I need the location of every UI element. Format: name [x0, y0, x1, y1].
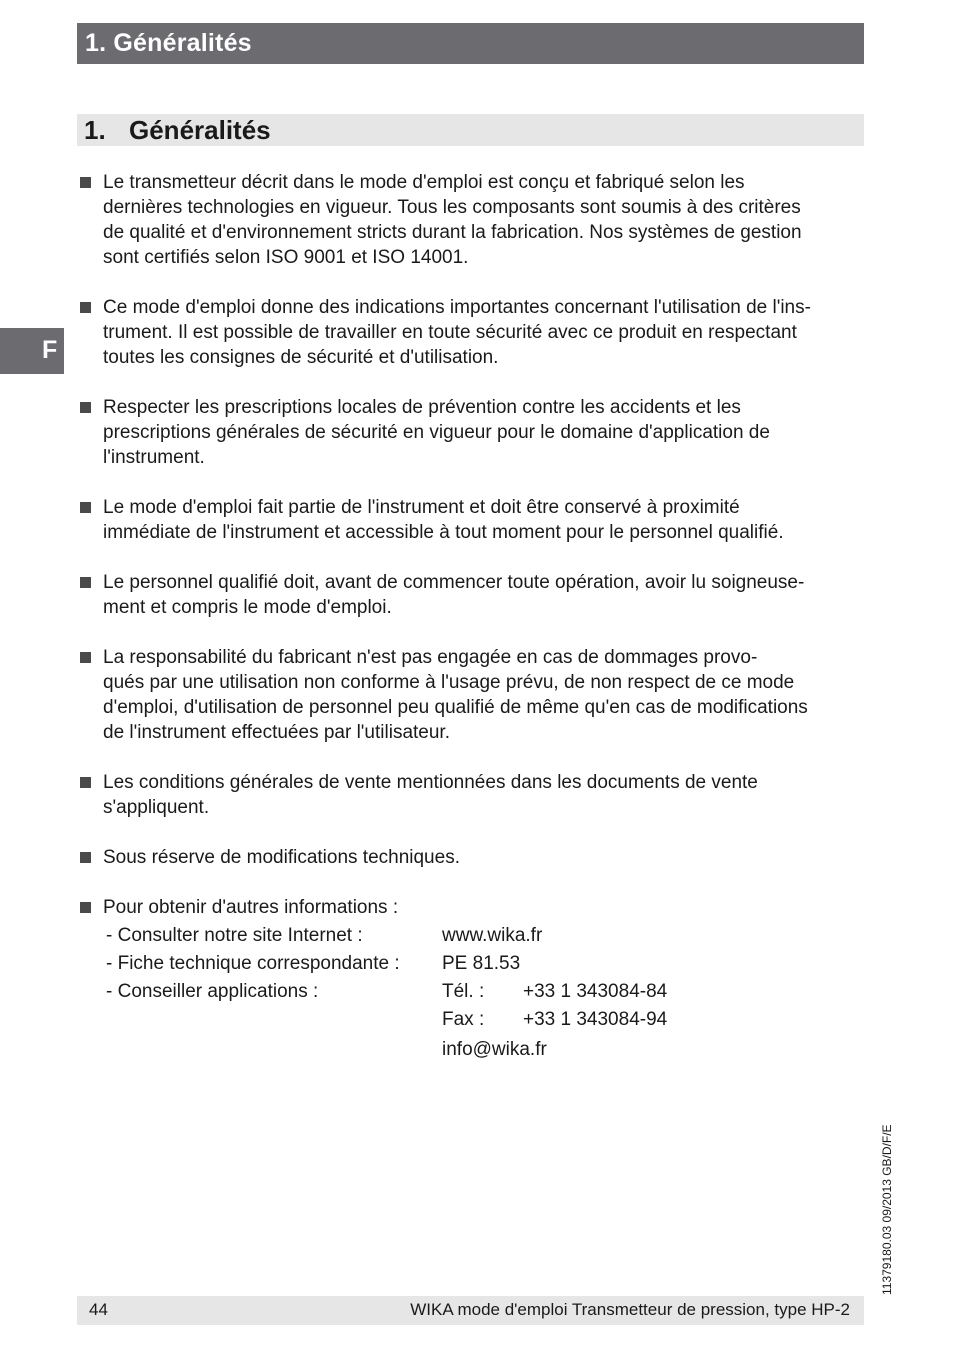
list-item — [77, 295, 864, 370]
document-code: 11379180.03 09/2013 GB/D/F/E — [880, 1124, 894, 1295]
language-tab — [0, 328, 64, 374]
list-item-text: Le mode d'emploi fait partie de l'instrument et doit être conservé à proximité immédiate de l'instrument et accessible à tout moment pour le personnel qualifié. — [103, 497, 784, 543]
advisor-label: - Conseiller applications : — [106, 981, 319, 1002]
chapter-title: 1. Généralités — [85, 29, 252, 57]
list-item — [77, 170, 864, 270]
tel-label: Tél. : — [442, 981, 485, 1002]
square-bullet-icon — [80, 502, 91, 513]
square-bullet-icon — [80, 852, 91, 863]
contact-row-fax — [103, 1007, 864, 1035]
list-item-text: Le personnel qualifié doit, avant de commencer toute opération, avoir lu soigneuse- ment et compris le mode d'emploi. — [103, 572, 805, 618]
contact-grid — [103, 923, 864, 1064]
list-item-text: Respecter les prescriptions locales de prévention contre les accidents et les prescriptions générales de sécurité en vigueur pour le domaine d'application de l'instrument. — [103, 397, 770, 468]
square-bullet-icon — [80, 777, 91, 788]
email-link[interactable]: info@wika.fr — [442, 1039, 547, 1060]
list-item-text: Les conditions générales de vente mentionnées dans les documents de vente s'appliquent. — [103, 772, 758, 818]
section-heading — [77, 114, 864, 146]
contact-row-tel — [103, 979, 864, 1007]
bullet-list — [77, 170, 864, 1064]
contact-row-email — [103, 1035, 864, 1064]
contact-row-website — [103, 923, 864, 951]
list-item — [77, 495, 864, 545]
footer-title: WIKA mode d'emploi Transmetteur de pression, type HP-2 — [410, 1300, 850, 1319]
language-tab-label: F — [42, 336, 58, 364]
section-number: 1. — [84, 115, 106, 145]
square-bullet-icon — [80, 577, 91, 588]
list-item-text: Le transmetteur décrit dans le mode d'emploi est conçu et fabriqué selon les dernières technologies en vigueur. Tous les composants sont soumis à des critères de qualité et d'environnement stricts durant la fabrication. Nos systèmes de gestion sont certifiés selon ISO 9001 et ISO 14001. — [103, 172, 802, 268]
website-link[interactable]: www.wika.fr — [442, 925, 543, 946]
website-label: - Consulter notre site Internet : — [106, 925, 363, 946]
list-item — [77, 570, 864, 620]
square-bullet-icon — [80, 652, 91, 663]
datasheet-value: PE 81.53 — [442, 953, 521, 974]
square-bullet-icon — [80, 902, 91, 913]
list-item — [77, 395, 864, 470]
page-footer — [77, 1296, 864, 1325]
section-title: Généralités — [129, 115, 271, 145]
datasheet-label: - Fiche technique correspondante : — [106, 953, 400, 974]
list-item — [77, 845, 864, 870]
tel-value: +33 1 343084-84 — [523, 981, 668, 1002]
contact-info — [77, 895, 864, 1064]
square-bullet-icon — [80, 402, 91, 413]
list-item — [77, 645, 864, 745]
list-item-text: Ce mode d'emploi donne des indications importantes concernant l'utilisation de l'ins- trument. Il est possible de travailler en toute sécurité avec ce produit en respectant toutes les consignes de sécurité et d'utilisation. — [103, 297, 811, 368]
list-item-text: La responsabilité du fabricant n'est pas engagée en cas de dommages provo- qués par une utilisation non conforme à l'usage prévu, de non respect de ce mode d'emploi, d'utilisation de personnel peu qualifié de même qu'en cas de modifications de l'instrument effectuées par l'utilisateur. — [103, 647, 808, 743]
list-item — [77, 770, 864, 820]
square-bullet-icon — [80, 177, 91, 188]
contact-intro: Pour obtenir d'autres informations : — [103, 897, 399, 918]
square-bullet-icon — [80, 302, 91, 313]
page-number: 44 — [89, 1300, 108, 1319]
contact-row-datasheet — [103, 951, 864, 979]
list-item-text: Sous réserve de modifications techniques. — [103, 847, 460, 868]
fax-label: Fax : — [442, 1009, 485, 1030]
fax-value: +33 1 343084-94 — [523, 1009, 668, 1030]
chapter-header — [77, 23, 864, 64]
